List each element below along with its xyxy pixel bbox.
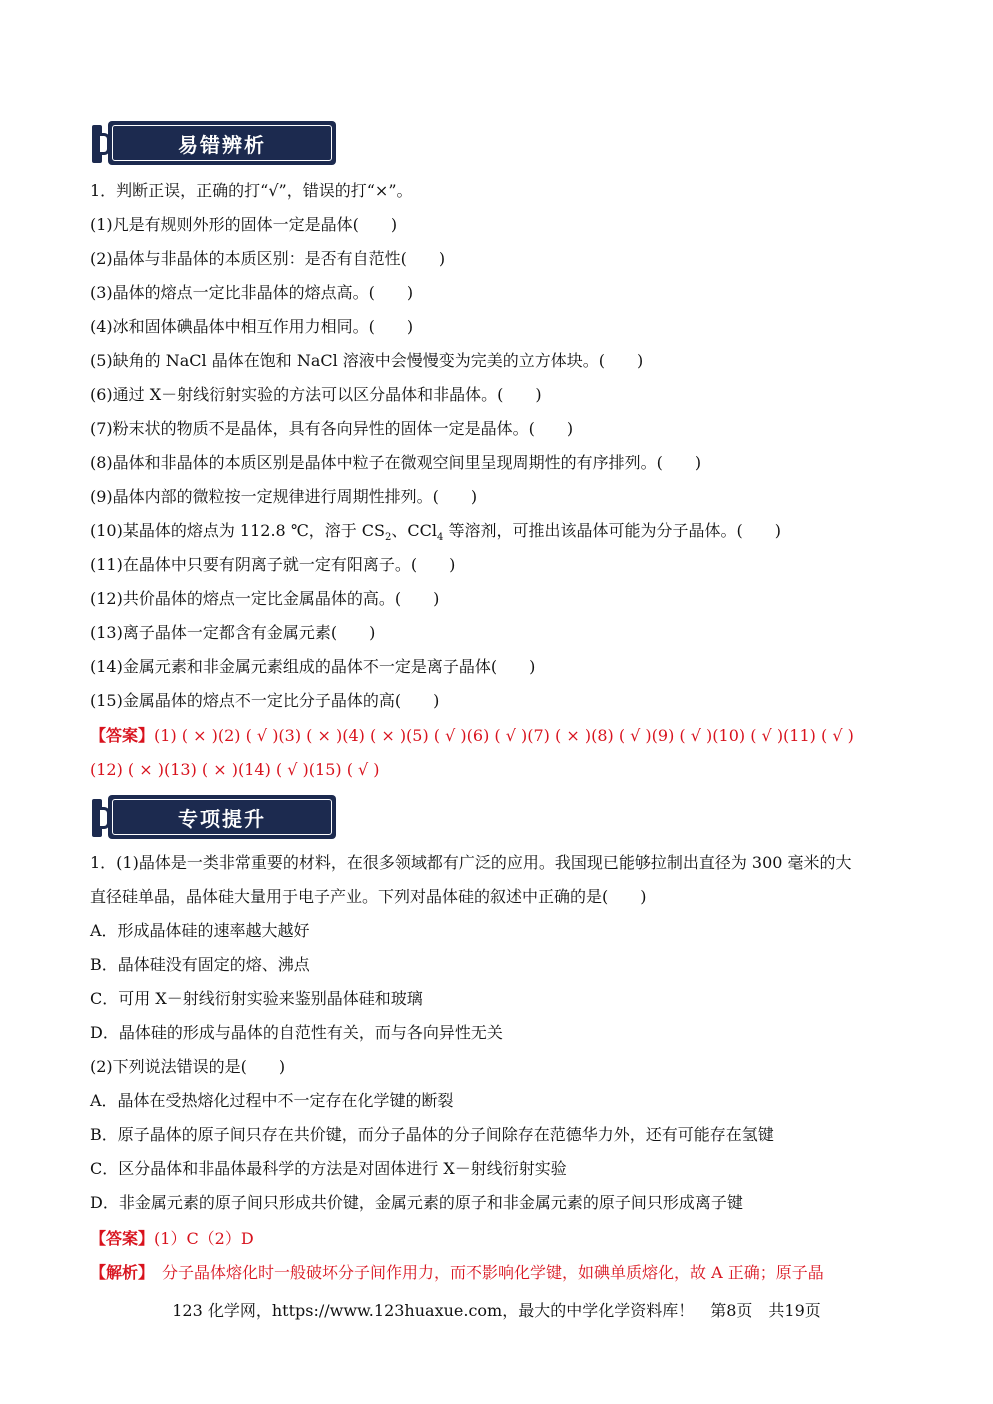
answer-tag: 【答案】 — [90, 1229, 155, 1248]
option: B．原子晶体的原子间只存在共价键，而分子晶体的分子间除存在范德华力外，还有可能存在氢键 — [90, 1125, 774, 1144]
analysis-tag: 【解析】 — [90, 1263, 147, 1282]
option: A．晶体在受热熔化过程中不一定存在化学键的断裂 — [90, 1091, 454, 1110]
section-heading-errors — [90, 121, 266, 165]
option: A．形成晶体硅的速率越大越好 — [90, 921, 310, 940]
option: C．可用 X－射线衍射实验来鉴别晶体硅和玻璃 — [90, 989, 423, 1008]
judge-item-10 — [90, 520, 910, 549]
question-stem: 直径硅单晶，晶体硅大量用于电子产业。下列对晶体硅的叙述中正确的是( ) — [90, 887, 647, 906]
judge-item: (1)凡是有规则外形的固体一定是晶体( ) — [90, 215, 398, 234]
answer-line: (12) ( × )(13) ( × )(14) ( √ )(15) ( √ ) — [90, 760, 380, 779]
judge-item-10-part: (10)某晶体的熔点为 112.8 ℃，溶于 CS — [90, 521, 386, 540]
answer-line — [90, 1228, 910, 1250]
judge-item: (4)冰和固体碘晶体中相互作用力相同。( ) — [90, 317, 414, 336]
option: C．区分晶体和非晶体最科学的方法是对固体进行 X－射线衍射实验 — [90, 1159, 567, 1178]
judge-item: (15)金属晶体的熔点不一定比分子晶体的高( ) — [90, 691, 440, 710]
judge-item: (5)缺角的 NaCl 晶体在饱和 NaCl 溶液中会慢慢变为完美的立方体块。( ) — [90, 351, 644, 370]
judge-item: (8)晶体和非晶体的本质区别是晶体中粒子在微观空间里呈现周期性的有序排列。( ) — [90, 453, 702, 472]
judge-item: (12)共价晶体的熔点一定比金属晶体的高。( ) — [90, 589, 440, 608]
analysis-text: 分子晶体熔化时一般破坏分子间作用力，而不影响化学键，如碘单质熔化，故 A 正确；原子晶 — [146, 1263, 824, 1282]
judge-item: (7)粉末状的物质不是晶体，具有各向异性的固体一定是晶体。( ) — [90, 419, 574, 438]
page-footer: 123 化学网，https://www.123huaxue.com，最大的中学化学资料库！ 第8页 共19页 — [172, 1301, 821, 1320]
judge-item: (9)晶体内部的微粒按一定规律进行周期性排列。( ) — [90, 487, 478, 506]
judge-item: (2)晶体与非晶体的本质区别：是否有自范性( ) — [90, 249, 446, 268]
question-stem: 1．(1)晶体是一类非常重要的材料，在很多领域都有广泛的应用。我国现已能够拉制出直径为 300 毫米的大 — [90, 853, 852, 872]
judge-item: (11)在晶体中只要有阴离子就一定有阳离子。( ) — [90, 555, 456, 574]
heading-label-box — [108, 121, 336, 165]
heading-title: 易错辨析 — [112, 125, 332, 161]
option: B．晶体硅没有固定的熔、沸点 — [90, 955, 310, 974]
judge-item: (14)金属元素和非金属元素组成的晶体不一定是离子晶体( ) — [90, 657, 536, 676]
option: D．非金属元素的原子间只形成共价键，金属元素的原子和非金属元素的原子间只形成离子键 — [90, 1193, 743, 1212]
judge-item-10-part: 、CCl — [391, 521, 437, 540]
question-stem: (2)下列说法错误的是( ) — [90, 1057, 286, 1076]
judge-item: (6)通过 X－射线衍射实验的方法可以区分晶体和非晶体。( ) — [90, 385, 542, 404]
subscript: 2 — [385, 532, 392, 544]
answer-text: (1) ( × )(2) ( √ )(3) ( × )(4) ( × )(5) ( √ )(6) ( √ )(7) ( × )(8) ( √ )(9) ( √ )(10) ( √ )(11) ( √ ) — [154, 726, 854, 745]
judge-item-10-part: 等溶剂，可推出该晶体可能为分子晶体。( ) — [443, 521, 781, 540]
heading-label-box — [108, 795, 336, 839]
answer-text: (1）C（2）D — [154, 1229, 254, 1248]
judge-item: (13)离子晶体一定都含有金属元素( ) — [90, 623, 376, 642]
question-intro: 1．判断正误，正确的打“√”，错误的打“×”。 — [90, 181, 413, 200]
analysis-line — [90, 1262, 910, 1284]
heading-title: 专项提升 — [112, 799, 332, 835]
answer-tag: 【答案】 — [90, 726, 155, 745]
judge-item: (3)晶体的熔点一定比非晶体的熔点高。( ) — [90, 283, 414, 302]
subscript: 4 — [437, 532, 444, 544]
section-heading-practice — [90, 795, 266, 839]
option: D．晶体硅的形成与晶体的自范性有关，而与各向异性无关 — [90, 1023, 503, 1042]
answer-line — [90, 725, 910, 747]
